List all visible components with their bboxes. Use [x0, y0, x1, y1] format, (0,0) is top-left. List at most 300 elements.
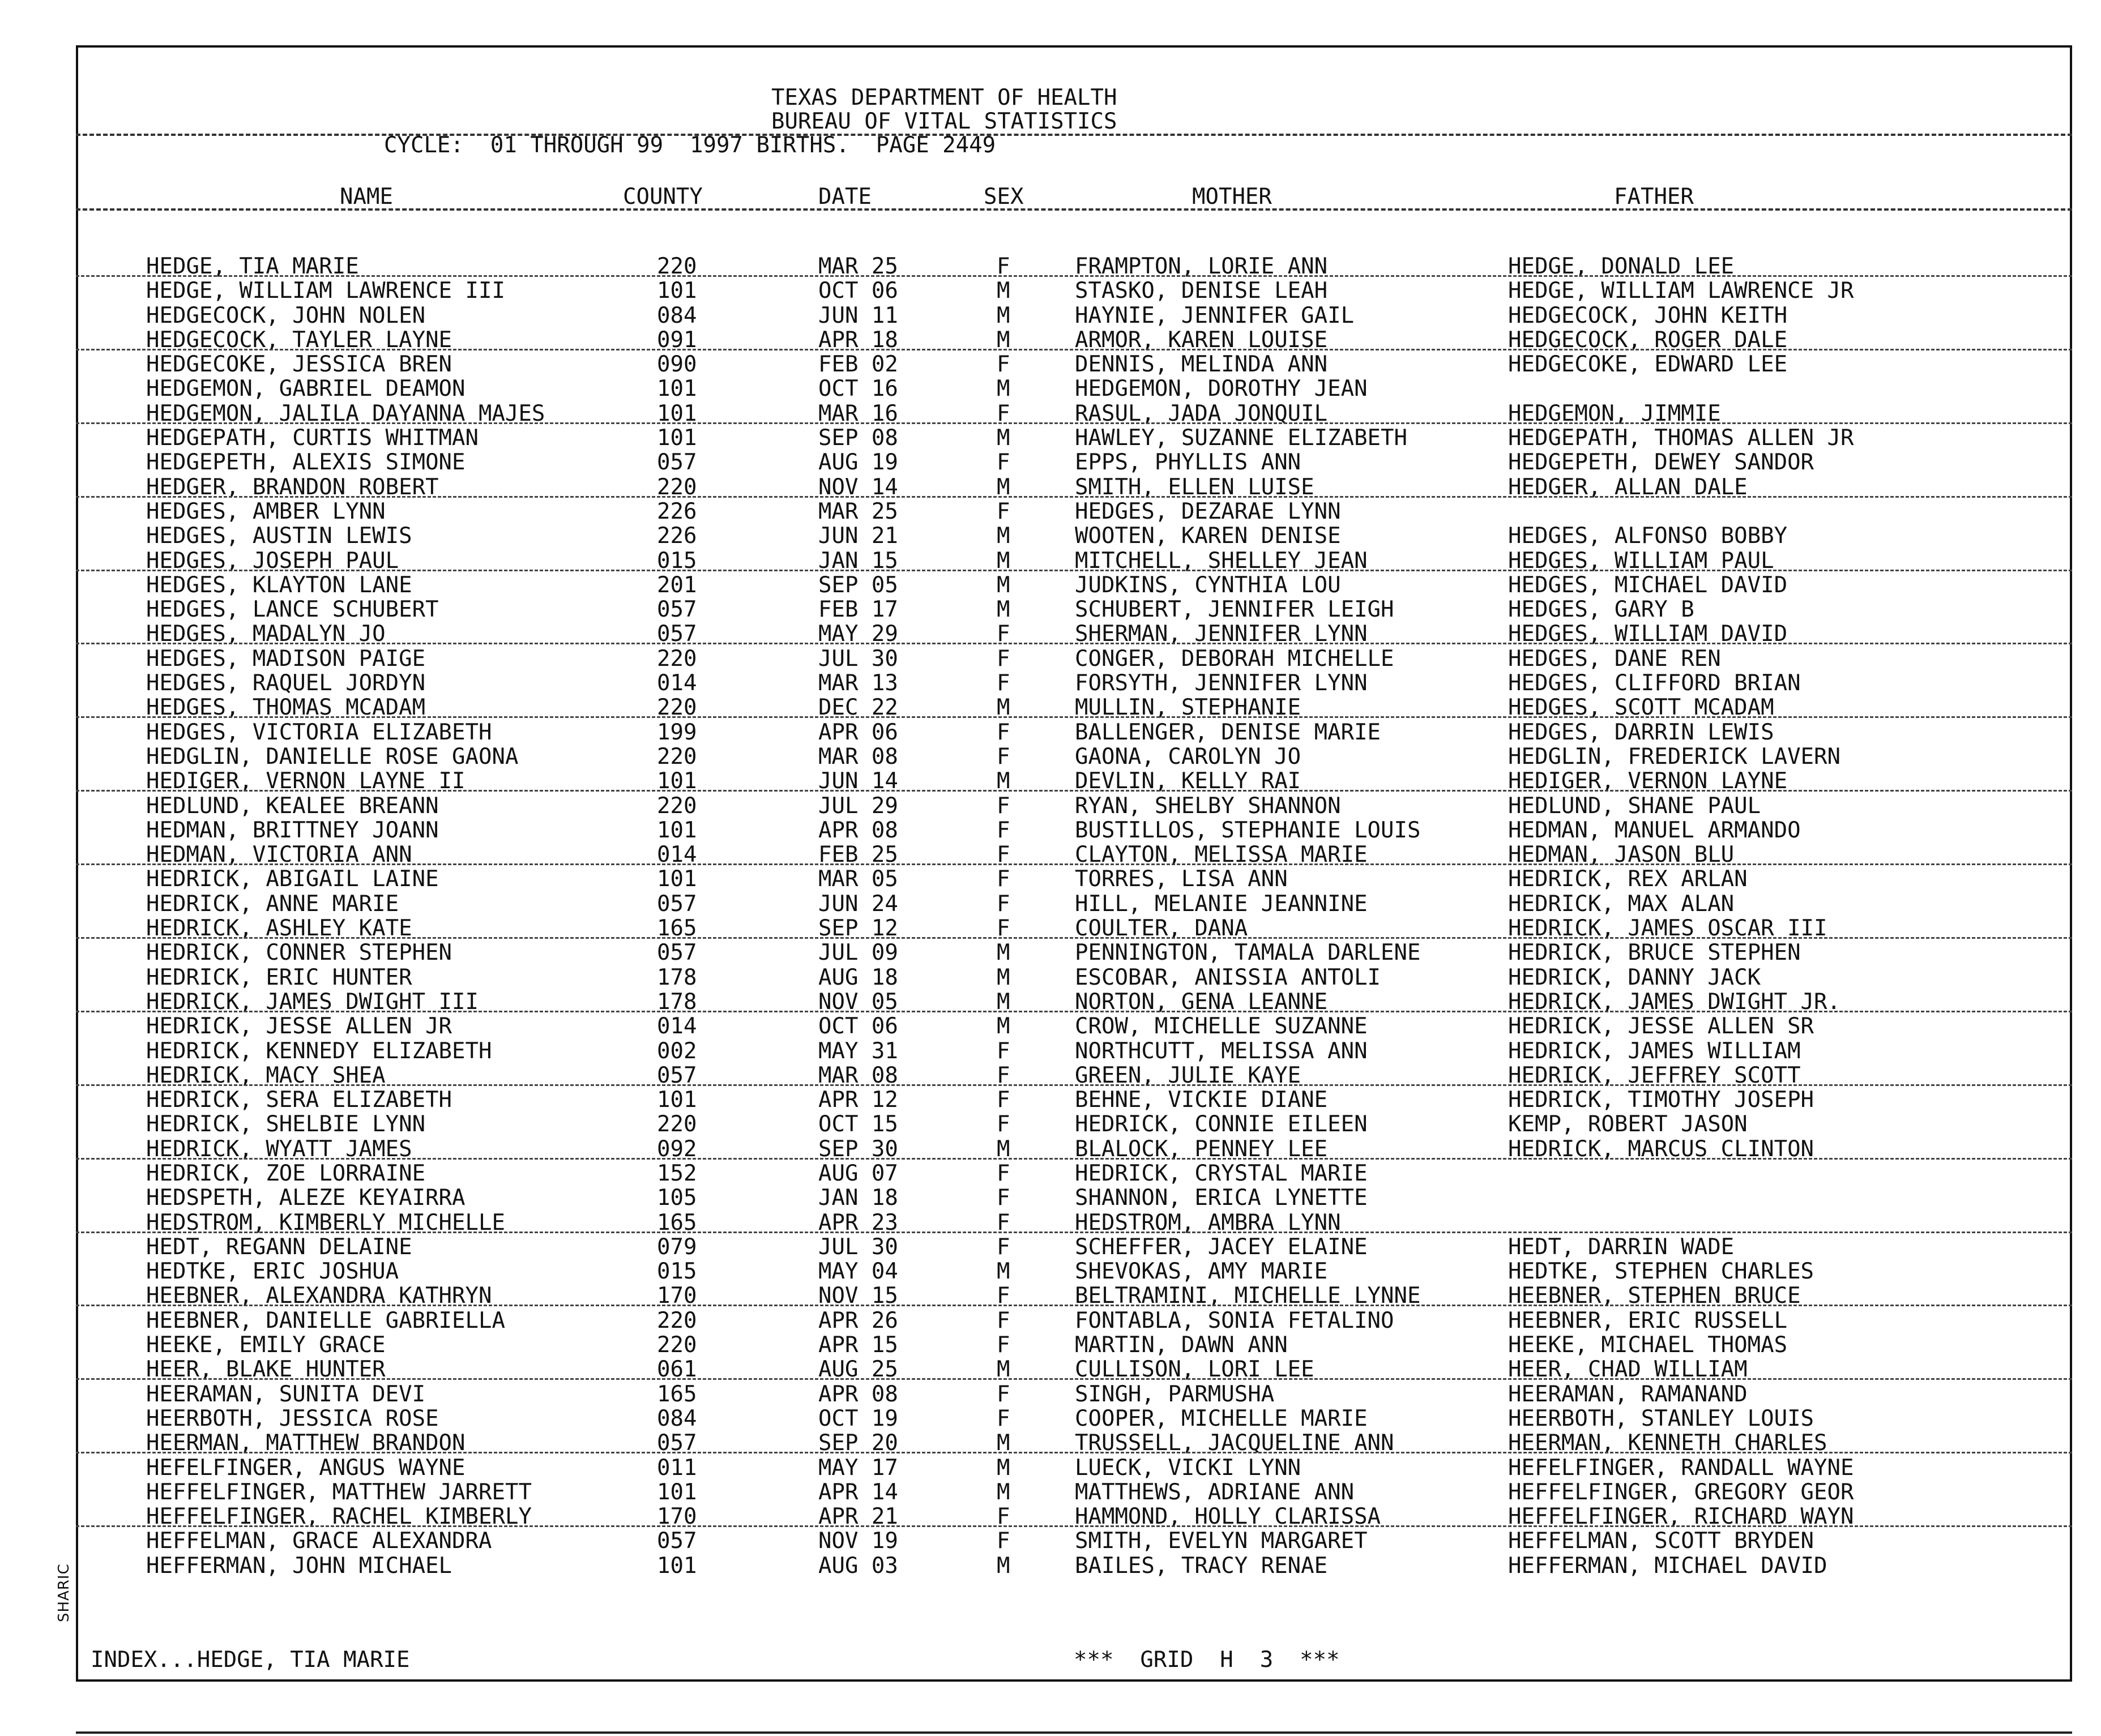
- cell-name: HEFFELFINGER, RACHEL KIMBERLY: [146, 1504, 532, 1530]
- cell-name: HEERBOTH, JESSICA ROSE: [146, 1405, 439, 1431]
- cell-county: 220: [657, 645, 697, 672]
- cell-sex: F: [997, 1234, 1010, 1260]
- column-header-date: DATE: [818, 184, 872, 209]
- cell-father: HEDGEPETH, DEWEY SANDOR: [1508, 450, 1814, 476]
- cell-mother: BALLENGER, DENISE MARIE: [1075, 719, 1381, 745]
- cell-mother: FONTABLA, SONIA FETALINO: [1075, 1307, 1394, 1333]
- cell-mother: COOPER, MICHELLE MARIE: [1075, 1405, 1368, 1431]
- cell-father: HEDMAN, JASON BLU: [1508, 842, 1735, 868]
- cell-county: 105: [657, 1185, 697, 1211]
- table-row: [0, 377, 2101, 401]
- cell-sex: F: [997, 1528, 1010, 1554]
- cell-name: HEDGES, AMBER LYNN: [146, 498, 386, 524]
- cell-mother: HEDSTROM, AMBRA LYNN: [1075, 1209, 1341, 1235]
- cell-sex: F: [997, 916, 1010, 942]
- cell-name: HEDLUND, KEALEE BREANN: [146, 793, 439, 819]
- cell-sex: M: [997, 1014, 1010, 1040]
- cell-father: HEDGE, WILLIAM LAWRENCE JR: [1508, 278, 1854, 304]
- cell-sex: M: [997, 964, 1010, 990]
- cell-sex: M: [997, 1455, 1010, 1481]
- cell-county: 057: [657, 1430, 697, 1456]
- table-row: [0, 1186, 2101, 1210]
- cell-mother: HILL, MELANIE JEANNINE: [1075, 891, 1368, 917]
- cell-date: SEP 20: [818, 1430, 898, 1456]
- cell-sex: M: [997, 1430, 1010, 1456]
- cell-father: HEDGE, DONALD LEE: [1508, 254, 1735, 279]
- column-header-father: FATHER: [1614, 184, 1694, 209]
- column-header-county: COUNTY: [623, 184, 703, 209]
- cell-date: SEP 05: [818, 572, 898, 598]
- table-row: [0, 1259, 2101, 1284]
- cell-sex: F: [997, 1405, 1010, 1431]
- cell-father: HEFFELFINGER, GREGORY GEOR: [1508, 1479, 1854, 1505]
- cell-father: HEER, CHAD WILLIAM: [1508, 1357, 1748, 1383]
- cell-father: HEDGES, CLIFFORD BRIAN: [1508, 670, 1801, 696]
- cell-name: HEDRICK, WYATT JAMES: [146, 1136, 412, 1162]
- cell-father: HEEBNER, ERIC RUSSELL: [1508, 1307, 1788, 1333]
- cell-father: HEDRICK, TIMOTHY JOSEPH: [1508, 1087, 1814, 1113]
- cell-name: HEFFERMAN, JOHN MICHAEL: [146, 1553, 452, 1579]
- cell-sex: F: [997, 1332, 1010, 1358]
- table-row: [0, 1088, 2101, 1112]
- cell-father: HEDGER, ALLAN DALE: [1508, 474, 1748, 500]
- table-row: [0, 1112, 2101, 1136]
- cell-date: JUN 24: [818, 891, 898, 917]
- cell-sex: M: [997, 1553, 1010, 1579]
- cell-county: 101: [657, 1479, 697, 1505]
- cell-name: HEERAMAN, SUNITA DEVI: [146, 1381, 426, 1407]
- cell-mother: ARMOR, KAREN LOUISE: [1075, 327, 1328, 353]
- cell-sex: F: [997, 645, 1010, 672]
- cell-date: JAN 15: [818, 548, 898, 574]
- cell-father: HEFELFINGER, RANDALL WAYNE: [1508, 1455, 1854, 1481]
- cell-mother: BELTRAMINI, MICHELLE LYNNE: [1075, 1283, 1421, 1309]
- cell-date: JUL 30: [818, 1234, 898, 1260]
- cell-mother: RYAN, SHELBY SHANNON: [1075, 793, 1341, 819]
- cell-mother: HAYNIE, JENNIFER GAIL: [1075, 302, 1355, 328]
- cell-date: APR 26: [818, 1307, 898, 1333]
- cell-county: 220: [657, 1332, 697, 1358]
- cell-county: 170: [657, 1504, 697, 1530]
- cell-father: HEDRICK, BRUCE STEPHEN: [1508, 940, 1801, 966]
- cell-mother: SINGH, PARMUSHA: [1075, 1381, 1275, 1407]
- cell-name: HEDSTROM, KIMBERLY MICHELLE: [146, 1209, 505, 1235]
- cell-sex: F: [997, 1062, 1010, 1088]
- column-header-name: NAME: [340, 184, 393, 209]
- cell-name: HEDGEMON, JALILA DAYANNA MAJES: [146, 400, 545, 426]
- cell-sex: F: [997, 1185, 1010, 1211]
- cell-father: HEDRICK, JEFFREY SCOTT: [1508, 1062, 1801, 1088]
- cell-county: 199: [657, 719, 697, 745]
- table-row: [0, 1039, 2101, 1063]
- side-label: SHARIC: [55, 1563, 72, 1622]
- cell-name: HEDGES, KLAYTON LANE: [146, 572, 412, 598]
- table-row: [0, 1456, 2101, 1480]
- cell-sex: M: [997, 572, 1010, 598]
- cell-father: HEEKE, MICHAEL THOMAS: [1508, 1332, 1788, 1358]
- cell-sex: F: [997, 400, 1010, 426]
- cell-date: APR 12: [818, 1087, 898, 1113]
- cell-date: OCT 16: [818, 376, 898, 402]
- table-row: [0, 352, 2101, 377]
- cell-county: 101: [657, 278, 697, 304]
- cell-father: HEFFELFINGER, RICHARD WAYN: [1508, 1504, 1854, 1530]
- cell-father: HEDGEPATH, THOMAS ALLEN JR: [1508, 425, 1854, 451]
- cell-mother: TORRES, LISA ANN: [1075, 866, 1288, 892]
- cell-mother: HEDGEMON, DOROTHY JEAN: [1075, 376, 1368, 402]
- cell-name: HEDRICK, ASHLEY KATE: [146, 916, 412, 942]
- cell-name: HEDMAN, BRITTNEY JOANN: [146, 817, 439, 843]
- cell-name: HEDGECOCK, JOHN NOLEN: [146, 302, 426, 328]
- cell-sex: F: [997, 1209, 1010, 1235]
- cell-father: HEERMAN, KENNETH CHARLES: [1508, 1430, 1827, 1456]
- cell-name: HEDGER, BRANDON ROBERT: [146, 474, 439, 500]
- cell-mother: DENNIS, MELINDA ANN: [1075, 352, 1328, 378]
- cell-mother: BAILES, TRACY RENAE: [1075, 1553, 1328, 1579]
- cell-date: APR 21: [818, 1504, 898, 1530]
- header-bureau: BUREAU OF VITAL STATISTICS: [771, 109, 1117, 134]
- cell-sex: F: [997, 1111, 1010, 1138]
- cell-father: HEDGES, SCOTT MCADAM: [1508, 695, 1774, 721]
- cell-date: AUG 07: [818, 1160, 898, 1186]
- cell-mother: SCHUBERT, JENNIFER LEIGH: [1075, 597, 1394, 623]
- cell-mother: CONGER, DEBORAH MICHELLE: [1075, 645, 1394, 672]
- cell-father: HEDGES, WILLIAM DAVID: [1508, 621, 1788, 647]
- cell-county: 165: [657, 1381, 697, 1407]
- cell-father: HEDGES, GARY B: [1508, 597, 1694, 623]
- cell-sex: F: [997, 254, 1010, 279]
- cell-name: HEDGE, TIA MARIE: [146, 254, 359, 279]
- cell-name: HEFFELMAN, GRACE ALEXANDRA: [146, 1528, 492, 1554]
- table-row: [0, 1137, 2101, 1161]
- cell-father: HEFFELMAN, SCOTT BRYDEN: [1508, 1528, 1814, 1554]
- cell-name: HEDGES, THOMAS MCADAM: [146, 695, 426, 721]
- cell-county: 220: [657, 695, 697, 721]
- cell-father: HEDTKE, STEPHEN CHARLES: [1508, 1259, 1814, 1285]
- table-row: [0, 426, 2101, 450]
- cell-county: 101: [657, 400, 697, 426]
- table-row: [0, 720, 2101, 745]
- cell-mother: DEVLIN, KELLY RAI: [1075, 768, 1301, 794]
- cell-mother: GREEN, JULIE KAYE: [1075, 1062, 1301, 1088]
- cell-sex: F: [997, 1504, 1010, 1530]
- table-row: [0, 671, 2101, 695]
- cell-mother: HEDRICK, CONNIE EILEEN: [1075, 1111, 1368, 1138]
- records-table: [0, 254, 2101, 1578]
- cell-father: HEDRICK, JESSE ALLEN SR: [1508, 1014, 1814, 1040]
- cell-mother: MARTIN, DAWN ANN: [1075, 1332, 1288, 1358]
- cell-father: KEMP, ROBERT JASON: [1508, 1111, 1748, 1138]
- table-row: [0, 524, 2101, 548]
- cell-date: APR 08: [818, 817, 898, 843]
- cell-county: 101: [657, 376, 697, 402]
- table-row: [0, 450, 2101, 474]
- cell-father: HEEBNER, STEPHEN BRUCE: [1508, 1283, 1801, 1309]
- cell-sex: F: [997, 842, 1010, 868]
- cell-county: 057: [657, 597, 697, 623]
- cell-mother: HEDRICK, CRYSTAL MARIE: [1075, 1160, 1368, 1186]
- cell-name: HEDTKE, ERIC JOSHUA: [146, 1259, 399, 1285]
- cell-name: HEDGECOKE, JESSICA BREN: [146, 352, 452, 378]
- cell-mother: MULLIN, STEPHANIE: [1075, 695, 1301, 721]
- cell-mother: SMITH, ELLEN LUISE: [1075, 474, 1314, 500]
- cell-mother: SHEVOKAS, AMY MARIE: [1075, 1259, 1328, 1285]
- cell-name: HEDGES, JOSEPH PAUL: [146, 548, 399, 574]
- cell-date: JUL 30: [818, 645, 898, 672]
- header-department: TEXAS DEPARTMENT OF HEALTH: [771, 85, 1117, 110]
- cell-mother: STASKO, DENISE LEAH: [1075, 278, 1328, 304]
- cell-name: HEEBNER, DANIELLE GABRIELLA: [146, 1307, 505, 1333]
- cell-county: 092: [657, 1136, 697, 1162]
- cell-date: MAR 05: [818, 866, 898, 892]
- cell-date: SEP 30: [818, 1136, 898, 1162]
- cell-father: HEFFERMAN, MICHAEL DAVID: [1508, 1553, 1827, 1579]
- cell-date: AUG 18: [818, 964, 898, 990]
- cell-mother: FORSYTH, JENNIFER LYNN: [1075, 670, 1368, 696]
- header-divider: [76, 134, 2072, 136]
- cell-father: HEDIGER, VERNON LAYNE: [1508, 768, 1788, 794]
- cell-county: 079: [657, 1234, 697, 1260]
- cell-county: 226: [657, 523, 697, 549]
- cell-mother: BEHNE, VICKIE DIANE: [1075, 1087, 1328, 1113]
- cell-date: APR 14: [818, 1479, 898, 1505]
- cell-sex: F: [997, 817, 1010, 843]
- cell-sex: M: [997, 1479, 1010, 1505]
- cell-sex: F: [997, 1087, 1010, 1113]
- cell-sex: M: [997, 425, 1010, 451]
- cell-sex: M: [997, 302, 1010, 328]
- cell-father: HEDRICK, JAMES OSCAR III: [1508, 916, 1827, 942]
- cell-date: APR 08: [818, 1381, 898, 1407]
- cell-mother: BLALOCK, PENNEY LEE: [1075, 1136, 1328, 1162]
- cell-mother: NORTON, GENA LEANNE: [1075, 989, 1328, 1015]
- cell-sex: F: [997, 498, 1010, 524]
- cell-date: OCT 06: [818, 278, 898, 304]
- cell-date: JUN 21: [818, 523, 898, 549]
- bottom-rule: [76, 1731, 2072, 1734]
- cell-name: HEDRICK, SHELBIE LYNN: [146, 1111, 426, 1138]
- cell-name: HEDGEPATH, CURTIS WHITMAN: [146, 425, 479, 451]
- cell-mother: CROW, MICHELLE SUZANNE: [1075, 1014, 1368, 1040]
- cell-county: 084: [657, 1405, 697, 1431]
- cell-date: JUL 09: [818, 940, 898, 966]
- cell-county: 014: [657, 842, 697, 868]
- cell-name: HEDRICK, MACY SHEA: [146, 1062, 386, 1088]
- cell-father: HEDGES, DANE REN: [1508, 645, 1721, 672]
- cell-date: OCT 06: [818, 1014, 898, 1040]
- cell-name: HEEKE, EMILY GRACE: [146, 1332, 386, 1358]
- cell-sex: F: [997, 891, 1010, 917]
- cell-father: HEDGEMON, JIMMIE: [1508, 400, 1721, 426]
- cell-sex: M: [997, 597, 1010, 623]
- cell-sex: M: [997, 376, 1010, 402]
- cell-name: HEER, BLAKE HUNTER: [146, 1357, 386, 1383]
- cell-county: 165: [657, 1209, 697, 1235]
- cell-father: HEDGECOCK, ROGER DALE: [1508, 327, 1788, 353]
- table-row: [0, 549, 2101, 573]
- cell-date: AUG 03: [818, 1553, 898, 1579]
- cell-county: 057: [657, 1062, 697, 1088]
- cell-sex: F: [997, 743, 1010, 769]
- cell-name: HEFELFINGER, ANGUS WAYNE: [146, 1455, 466, 1481]
- cell-county: 011: [657, 1455, 697, 1481]
- cell-county: 178: [657, 964, 697, 990]
- footer-index: INDEX...HEDGE, TIA MARIE: [91, 1647, 410, 1673]
- cell-sex: F: [997, 1381, 1010, 1407]
- table-row: [0, 1431, 2101, 1455]
- cell-date: NOV 14: [818, 474, 898, 500]
- cell-mother: PENNINGTON, TAMALA DARLENE: [1075, 940, 1421, 966]
- cell-county: 152: [657, 1160, 697, 1186]
- column-header-divider: [76, 208, 2072, 211]
- cell-father: HEDRICK, JAMES WILLIAM: [1508, 1038, 1801, 1064]
- cell-sex: F: [997, 1160, 1010, 1186]
- cell-date: MAY 04: [818, 1259, 898, 1285]
- cell-sex: M: [997, 1136, 1010, 1162]
- cell-date: APR 06: [818, 719, 898, 745]
- cell-mother: SCHEFFER, JACEY ELAINE: [1075, 1234, 1368, 1260]
- table-row: [0, 1063, 2101, 1088]
- cell-mother: LUECK, VICKI LYNN: [1075, 1455, 1301, 1481]
- cell-date: MAR 08: [818, 743, 898, 769]
- table-row: [0, 1309, 2101, 1333]
- cell-name: HEDRICK, ABIGAIL LAINE: [146, 866, 439, 892]
- table-row: [0, 1554, 2101, 1578]
- cell-name: HEDGLIN, DANIELLE ROSE GAONA: [146, 743, 519, 769]
- cell-mother: BUSTILLOS, STEPHANIE LOUIS: [1075, 817, 1421, 843]
- table-row: [0, 279, 2101, 303]
- cell-name: HEDSPETH, ALEZE KEYAIRRA: [146, 1185, 466, 1211]
- table-row: [0, 1235, 2101, 1259]
- table-row: [0, 843, 2101, 867]
- cell-name: HEDMAN, VICTORIA ANN: [146, 842, 412, 868]
- cell-mother: HEDGES, DEZARAE LYNN: [1075, 498, 1341, 524]
- cell-date: OCT 19: [818, 1405, 898, 1431]
- table-row: [0, 254, 2101, 279]
- cell-date: FEB 25: [818, 842, 898, 868]
- cell-name: HEDGEPETH, ALEXIS SIMONE: [146, 450, 466, 476]
- cell-mother: CULLISON, LORI LEE: [1075, 1357, 1314, 1383]
- cell-father: HEERAMAN, RAMANAND: [1508, 1381, 1748, 1407]
- column-header-mother: MOTHER: [1192, 184, 1272, 209]
- cell-sex: F: [997, 352, 1010, 378]
- table-row: [0, 1480, 2101, 1504]
- cell-father: HEDRICK, MARCUS CLINTON: [1508, 1136, 1814, 1162]
- cell-county: 201: [657, 572, 697, 598]
- header-cycle: CYCLE: 01 THROUGH 99 1997 BIRTHS. PAGE 2449: [384, 132, 996, 158]
- table-row: [0, 1382, 2101, 1406]
- cell-sex: M: [997, 989, 1010, 1015]
- cell-sex: F: [997, 866, 1010, 892]
- cell-county: 084: [657, 302, 697, 328]
- cell-name: HEDRICK, ZOE LORRAINE: [146, 1160, 426, 1186]
- cell-date: JUN 11: [818, 302, 898, 328]
- cell-mother: CLAYTON, MELISSA MARIE: [1075, 842, 1368, 868]
- table-row: [0, 597, 2101, 622]
- cell-father: HEDLUND, SHANE PAUL: [1508, 793, 1761, 819]
- column-header-sex: SEX: [984, 184, 1024, 209]
- cell-mother: SHERMAN, JENNIFER LYNN: [1075, 621, 1368, 647]
- cell-name: HEFFELFINGER, MATTHEW JARRETT: [146, 1479, 532, 1505]
- cell-mother: HAMMOND, HOLLY CLARISSA: [1075, 1504, 1381, 1530]
- cell-mother: TRUSSELL, JACQUELINE ANN: [1075, 1430, 1394, 1456]
- cell-date: MAR 13: [818, 670, 898, 696]
- cell-mother: MATTHEWS, ADRIANE ANN: [1075, 1479, 1355, 1505]
- cell-date: MAR 16: [818, 400, 898, 426]
- cell-father: HEDRICK, JAMES DWIGHT JR.: [1508, 989, 1840, 1015]
- cell-name: HEDGEMON, GABRIEL DEAMON: [146, 376, 466, 402]
- cell-mother: GAONA, CAROLYN JO: [1075, 743, 1301, 769]
- cell-date: MAY 17: [818, 1455, 898, 1481]
- cell-sex: F: [997, 450, 1010, 476]
- cell-father: HEDGES, MICHAEL DAVID: [1508, 572, 1788, 598]
- cell-date: NOV 19: [818, 1528, 898, 1554]
- cell-county: 101: [657, 425, 697, 451]
- cell-county: 057: [657, 450, 697, 476]
- cell-county: 015: [657, 1259, 697, 1285]
- cell-father: HEDGLIN, FREDERICK LAVERN: [1508, 743, 1840, 769]
- cell-county: 057: [657, 891, 697, 917]
- table-row: [0, 1161, 2101, 1186]
- cell-father: HEDGES, DARRIN LEWIS: [1508, 719, 1774, 745]
- cell-sex: M: [997, 278, 1010, 304]
- table-row: [0, 867, 2101, 891]
- table-row: [0, 916, 2101, 940]
- table-row: [0, 1406, 2101, 1431]
- cell-county: 226: [657, 498, 697, 524]
- cell-date: JAN 18: [818, 1185, 898, 1211]
- cell-name: HEDRICK, JESSE ALLEN JR: [146, 1014, 452, 1040]
- cell-father: HEDT, DARRIN WADE: [1508, 1234, 1735, 1260]
- cell-mother: COULTER, DANA: [1075, 916, 1248, 942]
- cell-county: 014: [657, 670, 697, 696]
- cell-county: 165: [657, 916, 697, 942]
- cell-date: APR 18: [818, 327, 898, 353]
- table-row: [0, 303, 2101, 328]
- table-row: [0, 794, 2101, 818]
- table-row: [0, 769, 2101, 793]
- cell-date: MAR 25: [818, 498, 898, 524]
- table-row: [0, 1333, 2101, 1357]
- cell-father: HEERBOTH, STANLEY LOUIS: [1508, 1405, 1814, 1431]
- cell-sex: F: [997, 719, 1010, 745]
- cell-name: HEDRICK, JAMES DWIGHT III: [146, 989, 479, 1015]
- cell-county: 101: [657, 817, 697, 843]
- cell-county: 101: [657, 866, 697, 892]
- table-row: [0, 892, 2101, 916]
- cell-county: 220: [657, 1307, 697, 1333]
- cell-name: HEDGES, LANCE SCHUBERT: [146, 597, 439, 623]
- table-row: [0, 1014, 2101, 1038]
- table-row: [0, 1284, 2101, 1308]
- cell-county: 091: [657, 327, 697, 353]
- cell-name: HEDRICK, KENNEDY ELIZABETH: [146, 1038, 492, 1064]
- cell-mother: SHANNON, ERICA LYNETTE: [1075, 1185, 1368, 1211]
- cell-name: HEDRICK, ANNE MARIE: [146, 891, 399, 917]
- cell-mother: FRAMPTON, LORIE ANN: [1075, 254, 1328, 279]
- table-row: [0, 695, 2101, 720]
- cell-sex: M: [997, 768, 1010, 794]
- cell-county: 101: [657, 1553, 697, 1579]
- cell-name: HEDGECOCK, TAYLER LAYNE: [146, 327, 452, 353]
- cell-mother: EPPS, PHYLLIS ANN: [1075, 450, 1301, 476]
- cell-date: DEC 22: [818, 695, 898, 721]
- cell-name: HEDRICK, ERIC HUNTER: [146, 964, 412, 990]
- table-row: [0, 1529, 2101, 1553]
- cell-name: HEDT, REGANN DELAINE: [146, 1234, 412, 1260]
- table-row: [0, 990, 2101, 1014]
- table-row: [0, 965, 2101, 990]
